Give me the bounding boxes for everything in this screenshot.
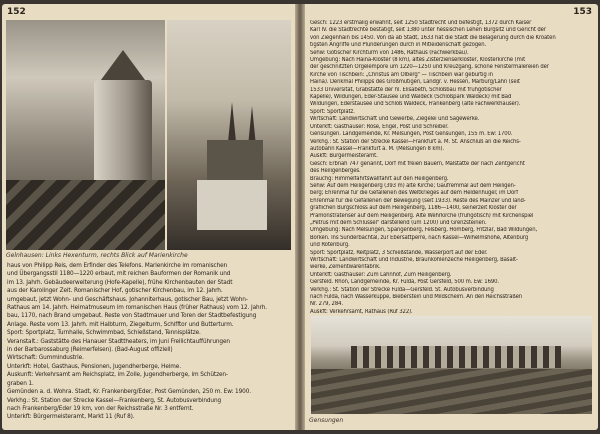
text-line: Umgebung: Nach Melsungen, Spangenberg, Felsberg, Homberg, Fritzlar, Bad Wildungen, — [310, 227, 538, 234]
text-line: 1533 Universität, Grabstätte der hl. Elisabeth, Schloßbau mit frühgotischer — [310, 86, 502, 93]
text-line: Rathaus am 14. Jahrh. Heimatmuseum im romanischen Haus (früher Rathaus) vom 12. Jahrh. — [7, 303, 267, 312]
text-line: Unterkft: Gasthäuser: Zum Lahnhof, Zum Heiligenberg. — [310, 271, 452, 278]
text-line: Sport: Sportplatz. — [310, 108, 355, 115]
text-line: Verkhg.: St. Station der Strecke Kassel—Frankfurt a. M. St. Anschluß an die Reichs- — [310, 138, 521, 145]
text-line: Wirtschaft: Landwirtschaft und Industrie, Braunkohlenzeche Heiligenberg, Basalt- — [310, 257, 518, 263]
right-page-number: 153 — [573, 7, 592, 17]
text-line: Wirtschaft: Gummindustrie. — [7, 353, 84, 362]
text-line: Gemünden a. d. Wohra. Stadt, Kr. Frankenberg/Eder, Post Gemünden, 250 m. Ew: 1900. — [7, 387, 251, 396]
text-line: Kirche von Tischbein: „Christus am Ölberg" — Tischbein war gebürtig in — [310, 71, 493, 78]
text-line: haus von Philipp Reis, dem Erfinder des Telefons. Marienkirche im romanischen — [7, 261, 228, 269]
text-line: tigsten Angriffe und Plünderungen durch in Mitleidenschaft gezogen. — [310, 42, 487, 49]
hexenturm-photo — [6, 20, 165, 250]
text-line: Kapelle), Wildungen, Eder-Stausee und Waldeck (Schloßpark Waldeck) mit Bad — [310, 94, 512, 101]
text-line: Gesch: Erbnah 747 genannt, Dorf mit freien Bauern, Malstätte der nach Zentgericht — [310, 160, 525, 167]
text-line: autobahn Kassel—Frankfurt a. M. (Melsungen 8 km). — [310, 145, 444, 152]
tower-roof-shape — [98, 50, 148, 84]
field-shape — [311, 369, 592, 414]
text-line: nach Frankenberg/Eder 19 km, von der Reichsstraße Nr. 3 entfernt. — [7, 403, 194, 412]
text-line: Ehrenmal für die Gefallenen der Bewegung (seit 1933). Reste des Mainzer und land- — [310, 197, 526, 204]
text-line: berg; Ehrenmal für die Gefallenen des Weltkrieges auf dem Heldenhügel; im Dorf — [310, 190, 519, 197]
town-shape — [351, 346, 561, 368]
text-line: Sehw: Auf dem Heiligenberg (393 m) alte Kirche; Gaufremmal auf dem Heiligen- — [310, 182, 516, 189]
text-line: Gersfeld. Rhön, Landgemeinde, Kr. Fulda, Post Gersfeld, 500 m. Ew: 1690. — [310, 279, 499, 286]
text-line: Borken. Ins Sunderbachtal, zur Ebersattperre, nach Kassel—Wilhelmshöhe, Altenburg — [310, 234, 529, 241]
text-line: Unterkft: Gasthäuser: Rose, Engel, Post und Schreiber. — [310, 123, 449, 130]
text-line: Auskft: Bürgermeisteramt. — [310, 153, 378, 160]
text-line: Auskunft: Verkehrsamt am Reichsplatz, im Zolle, Jugendherberge, im Schützen- — [7, 370, 228, 379]
text-line: Prämonstratenser auf dem Heiligenberg. Alte Wehrkirche (frühgotisch) mit Kirchenspiel — [310, 212, 534, 219]
text-line: Sport: Sportplatz, Turnhalle, Schwimmbad, Schießstand, Tennisplätze. — [7, 328, 201, 337]
text-line: umgebaut, jetzt Wohn- und Geschäftshaus. Johanniterhaus, gotischer Bau, jetzt Wohn- — [7, 294, 248, 303]
text-line: des Heiligenberges. — [310, 168, 361, 175]
text-line: werke, Zementwarenfabrik. — [310, 264, 381, 271]
text-line: Gensungen. Landgemeinde, Kr. Melsungen, Post Gensungen, 155 m. Ew: 1700. — [310, 131, 513, 138]
text-line: Gesch: 1223 erstmalig erwähnt, seit 1250 Stadtrecht und befestigt, 1372 durch Kaiser — [310, 20, 532, 26]
text-line: und Übergangsstil 1180—1220 erbaut, mit reichen Bauformen der Romanik und — [7, 269, 231, 278]
text-line: nach Fulda, nach Wasserkuppe, Bieberstein und Mildscheim. An den Reichsstraßen — [310, 294, 523, 301]
text-line: in der Barbarossaburg (Reimerfelsen). (Bad-August offiziell) — [7, 345, 173, 354]
text-line: gräflichen Burgschloss auf dem Heiligenberg, 1186—1400, seinerzeit Kloster der — [310, 205, 517, 212]
text-line: „Petrus mit dem Schlüssel" darstellend (um 1200) und Grenzsteinen. — [310, 219, 487, 226]
right-page-text — [310, 20, 594, 316]
text-line: Verkhg.: St. Station der Strecke Kassel—Frankenberg, St. Autobusverbindung — [7, 395, 222, 404]
text-line: Anlage. Reste vom 13. Jahrh. mit Halbturm, Ziegelturm, Schifftor und Butterturm. — [7, 319, 234, 328]
photo-caption: Gelnhausen: Links Hexenturm, rechts Blick auf Marienkirche — [6, 252, 188, 259]
photo-caption: Gensungen — [309, 417, 344, 424]
text-line: Haina). Denkmal Philipps des Großmütigen, Landgr. v. Hessen, Marburg/Lahn (seit — [310, 79, 520, 86]
gensungen-photo — [311, 316, 592, 414]
left-page — [2, 4, 295, 430]
text-line: graben 1. — [7, 378, 34, 387]
text-line: von Ziegenhain bis 1450. Von da ab Stadt, 1633 hat die Stadt die Belagerung durch die Kroaten — [310, 34, 556, 41]
text-line: Verkhg.: St. Station der Strecke Fulda—Gersfeld. St. Autobusverbindung — [310, 286, 494, 293]
text-line: Brauchg: Himmelfahrtswallfahrt auf den Heiligenberg. — [310, 175, 449, 182]
text-line: Sport: Sportplatz, Reitplatz, 3 Schießstände, Wasserport auf der Eder. — [310, 249, 488, 256]
roofs-shape — [6, 180, 165, 250]
text-line: Wildungen, Ederstausee und Schloß Waldeck, Frankenberg (alte Fachwerkhäuser). — [310, 101, 521, 108]
text-line: Umgebung: Nach Haina-Kloster (8 km), altes Zisterzienserkloster, Klosterkirche (mit — [310, 57, 526, 64]
text-line: und Rotenburg. — [310, 242, 350, 249]
book-gutter — [295, 4, 305, 430]
text-line: im 13. Jahrh. Gebäudeerweiterung (Hofe-Kapelle), frühe Kirchenbauten der Stadt — [7, 277, 233, 286]
text-line: Veranstalt.: Gaststätte des Hanauer Stadttheaters, im Juni Freilichtaufführungen — [7, 336, 230, 345]
text-line: Nr. 279, 284. — [310, 301, 343, 308]
house-shape — [197, 180, 267, 230]
text-line: Karl IV. die Stadtrechte bestätigt, seit 1380 unter hessischen Lehen Burgsitz und Gericht der — [310, 27, 546, 34]
text-line: Unterkft: Bürgermeisteramt, Markt 11 (Ruf 8). — [7, 412, 135, 421]
text-line: Sehw: Gotischer Kirchturm von 1486, Rathaus (Fachwerkbau). — [310, 49, 469, 56]
text-line: Unterkft: Hotel, Gasthaus, Pensionen, Jugendherberge, Heime. — [7, 361, 181, 370]
text-line: der geschnitzten Orgelempore um 1220—1250 und Kreuzgang, schöne Fenstermalereien der — [310, 64, 549, 71]
text-line: aus der Karolinger Zeit. Romanischer Hof, gotischer Kirchenbau, im 12. Jahrh. — [7, 286, 223, 295]
left-page-text — [7, 261, 292, 421]
text-line: Wirtschaft: Landwirtschaft und Gewerbe, Ziegelei und Sägewerke. — [310, 116, 480, 123]
text-line: Auskft: Verkehrsamt, Rathaus (Ruf 322). — [310, 308, 413, 315]
left-page-number: 152 — [7, 7, 26, 17]
right-page — [305, 4, 598, 430]
marienkirche-photo — [167, 20, 291, 250]
text-line: bau, 1170, nach Brand umgebaut. Reste von Stadtmauer und Toren der Stadtbefestigung — [7, 311, 257, 320]
